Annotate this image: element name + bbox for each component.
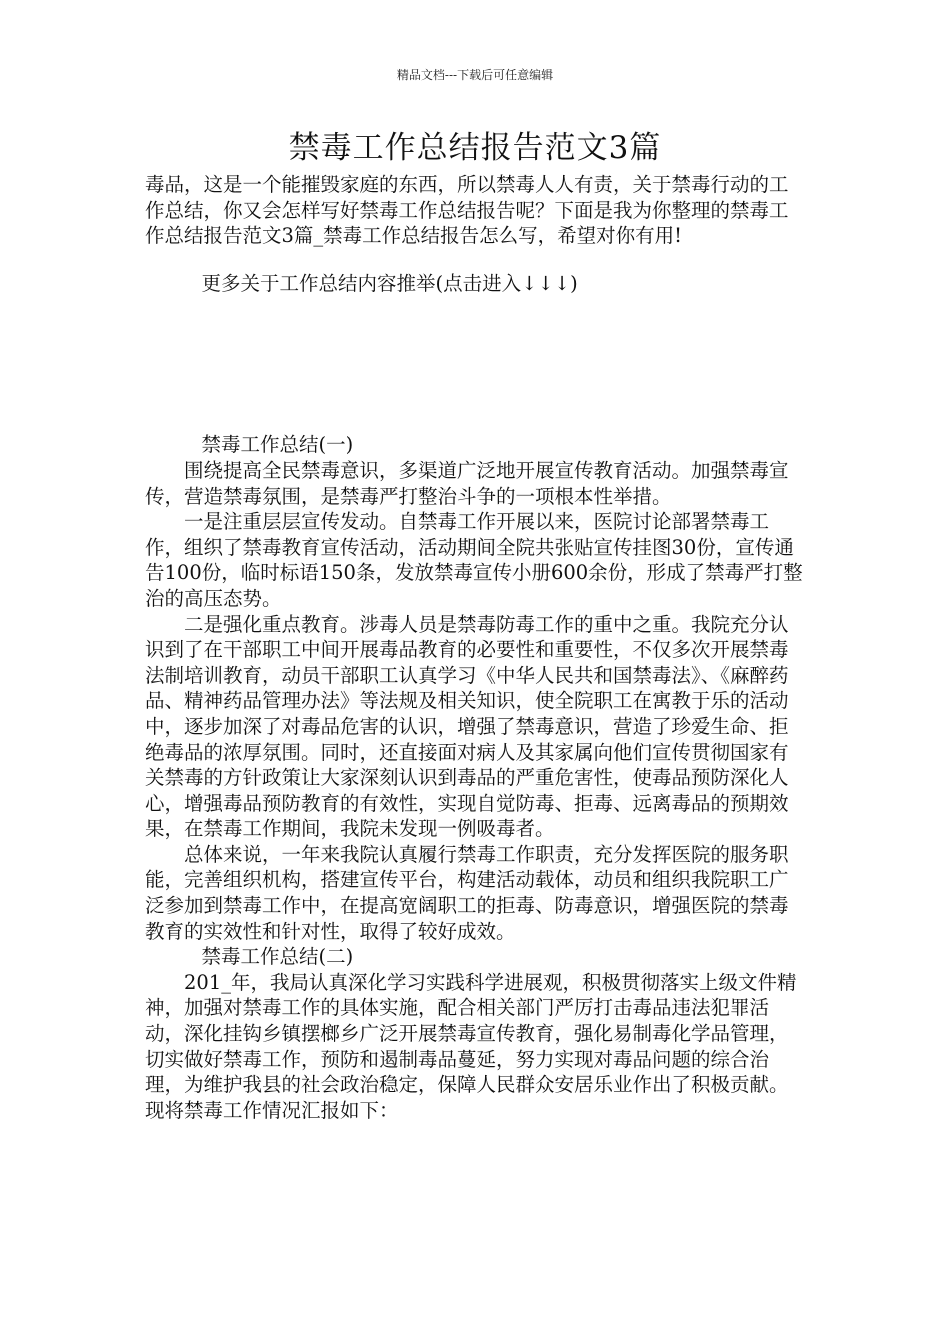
page-header-note: 精品文档---下载后可任意编辑	[396, 68, 554, 82]
body-paragraph: 201_年，我局认真深化学习实践科学进展观，积极贯彻落实上级文件精神，加强对禁毒工作的具体实施，配合相关部门严厉打击毒品违法犯罪活动，深化挂钩乡镇摆榔乡广泛开展禁毒宣传教育，强化易制毒化学品管理，切实做好禁毒工作，预防和遏制毒品蔓延，努力实现对毒品问题的综合治理，为维护我县的社会政治稳定，保障人民群众安居乐业作出了积极贡献。现将禁毒工作情况汇报如下：	[145, 970, 797, 1122]
intro-paragraph: 毒品，这是一个能摧毁家庭的东西，所以禁毒人人有责，关于禁毒行动的工作总结，你又会怎样写好禁毒工作总结报告呢？下面是我为你整理的禁毒工作总结报告范文3篇_禁毒工作总结报告怎么写，希望对你有用!	[145, 173, 789, 248]
body-paragraph: 一是注重层层宣传发动。自禁毒工作开展以来，医院讨论部署禁毒工作，组织了禁毒教育宣传活动，活动期间全院共张贴宣传挂图30份，宣传通告100份，临时标语150条，发放禁毒宣传小册600余份，形成了禁毒严打整治的高压态势。	[145, 510, 803, 610]
document-body	[145, 172, 805, 1123]
section-heading: 禁毒工作总结(一)	[201, 433, 354, 457]
body-paragraph: 二是强化重点教育。涉毒人员是禁毒防毒工作的重中之重。我院充分认识到了在干部职工中间开展毒品教育的必要性和重要性，不仅多次开展禁毒法制培训教育，动员干部职工认真学习《中华人民共和国禁毒法》、《麻醉药品、精神药品管理办法》等法规及相关知识，使全院职工在寓教于乐的活动中，逐步加深了对毒品危害的认识，增强了禁毒意识，营造了珍爱生命、拒绝毒品的浓厚氛围。同时，还直接面对病人及其家属向他们宣传贯彻国家有关禁毒的方针政策让大家深刻认识到毒品的严重危害性，使毒品预防深化人心，增强毒品预防教育的有效性，实现自觉防毒、拒毒、远离毒品的预期效果，在禁毒工作期间，我院未发现一例吸毒者。	[145, 612, 789, 841]
document-title: 禁毒工作总结报告范文3篇	[288, 130, 662, 166]
body-paragraph: 总体来说，一年来我院认真履行禁毒工作职责，充分发挥医院的服务职能，完善组织机构，搭建宣传平台，构建活动载体，动员和组织我院职工广泛参加到禁毒工作中，在提高宽阔职工的拒毒、防毒意识，增强医院的禁毒教育的实效性和针对性，取得了较好成效。	[145, 842, 789, 943]
section-heading: 禁毒工作总结(二)	[201, 945, 354, 969]
body-paragraph: 围绕提高全民禁毒意识，多渠道广泛地开展宣传教育活动。加强禁毒宣传，营造禁毒氛围，是禁毒严打整治斗争的一项根本性举措。	[145, 458, 789, 508]
blank-space	[145, 296, 805, 432]
more-content-link[interactable]: 更多关于工作总结内容推举(点击进入↓↓↓)	[201, 271, 578, 295]
